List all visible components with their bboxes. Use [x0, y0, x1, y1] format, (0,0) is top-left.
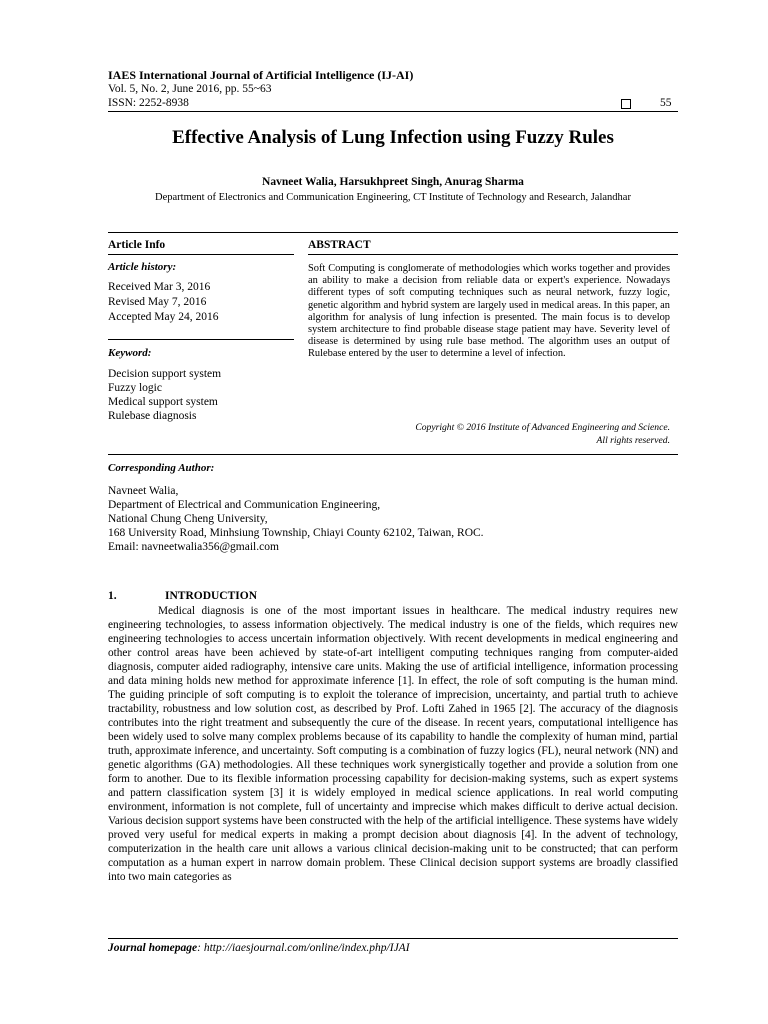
header-divider: [108, 111, 678, 112]
info-top-divider: [108, 232, 678, 233]
keyword-item: Decision support system: [108, 368, 222, 380]
revised-date: Revised May 7, 2016: [108, 296, 207, 308]
journal-volume: Vol. 5, No. 2, June 2016, pp. 55~63: [108, 83, 272, 95]
introduction-heading: [108, 590, 257, 603]
corresponding-department: Department of Electrical and Communication Engineering,: [108, 499, 381, 511]
abstract-divider: [308, 254, 678, 255]
received-date: Received Mar 3, 2016: [108, 281, 211, 293]
author-affiliation: Department of Electronics and Communication Engineering, CT Institute of Technology and Research, Jalandhar: [155, 192, 631, 203]
journal-issn: ISSN: 2252-8938: [108, 97, 189, 109]
paper-title: Effective Analysis of Lung Infection using Fuzzy Rules: [172, 127, 614, 148]
keyword-item: Fuzzy logic: [108, 382, 162, 394]
section-number: 1.: [108, 590, 117, 602]
paper-authors: Navneet Walia, Harsukhpreet Singh, Anurag Sharma: [262, 176, 524, 188]
page-number: 55: [660, 97, 672, 109]
keyword-item: Rulebase diagnosis: [108, 410, 197, 422]
abstract-heading: ABSTRACT: [308, 239, 371, 251]
corresponding-address: 168 University Road, Minhsiung Township, Chiayi County 62102, Taiwan, ROC.: [108, 527, 484, 539]
copyright-rights: All rights reserved.: [596, 435, 670, 446]
section-title: INTRODUCTION: [165, 590, 258, 602]
square-bullet-icon: [621, 99, 631, 109]
journal-name: IAES International Journal of Artificial Intelligence (IJ-AI): [108, 68, 414, 82]
keyword-label: Keyword:: [108, 347, 152, 359]
keyword-divider: [108, 339, 294, 340]
accepted-date: Accepted May 24, 2016: [108, 311, 219, 323]
corresponding-name: Navneet Walia,: [108, 485, 179, 497]
journal-homepage-label: Journal homepage: [108, 942, 198, 954]
footer-divider: [108, 938, 678, 939]
corresponding-email: Email: navneetwalia356@gmail.com: [108, 541, 279, 553]
corresponding-author-label: Corresponding Author:: [108, 462, 215, 474]
journal-homepage-link[interactable]: : http://iaesjournal.com/online/index.php/IJAI: [197, 942, 410, 954]
corresponding-university: National Chung Cheng University,: [108, 513, 268, 525]
info-bottom-divider: [108, 454, 678, 455]
journal-homepage: [108, 942, 410, 955]
article-history-label: Article history:: [108, 261, 177, 273]
abstract-text: Soft Computing is conglomerate of methodologies which works together and provides an ability to make a decision from reliable data or expert's experience. Nowadays different types of soft computing techniques such as neural network, fuzzy logic, genetic algorithm and hybrid system are largely used in medical areas. In this paper, an algorithm for analysis of lung infection is presented. The main focus is to develop system architecture to find probable disease stage patient may have. Severity level of disease is determined by using rule base method. The algorithm uses an output of Rulebase entered by the user to determine a level of infection.: [308, 263, 670, 360]
article-info-heading: Article Info: [108, 239, 166, 251]
article-info-divider: [108, 254, 294, 255]
keyword-item: Medical support system: [108, 396, 218, 408]
copyright-line: Copyright © 2016 Institute of Advanced Engineering and Science.: [415, 422, 670, 433]
introduction-text: Medical diagnosis is one of the most important issues in healthcare. The medical industry requires new engineering technologies, to assess information objectively. The medical industry is one of the fields, which requires new engineering technologies to access uncertain information objectively. With recent developments in medical engineering and other control areas have been achieved by state-of-art intelligent computing techniques ranging from computer-aided diagnosis, computer aided radiography, intensive care units. Making the use of artificial intelligence, information processing and data mining holds new method for approximate inference [1]. In effect, the role of soft computing is the human mind. The guiding principle of soft computing is to exploit the tolerance of imprecision, uncertainty, and partial truth to achieve tractability, robustness and low solution cost, as described by Prof. Lofti Zahed in 1965 [2]. The accuracy of the diagnosis contributes into the right treatment and subsequently the cure of the disease. In recent years, computational intelligence has been widely used to solve many complex problems because of its capability to handle the complexity of human mind, partial truth, approximate inference, and uncertainty. Soft computing is a combination of fuzzy logics (FL), neural network (NN) and genetic algorithms (GA) methodologies. All these techniques work synergistically together and provide a solution from one form to another. Due to its flexible information processing capability for decision-making systems, such as expert systems and pattern classification system [3] it is widely employed in medical science applications. In real world computing environment, information is not complete, full of uncertainty and imprecise which makes difficult to derive actual decision. Various decision support systems have been constructed with the help of the artificial intelligence. These systems have widely proved very useful for medical experts in making a prompt decision about diagnosis [4]. In the advent of technology, computerization in the health care unit allows a various clinical decision-making unit to be constructed; that can perform computation as a human expert in narrow domain problem. These Clinical decision support systems are broadly classified into two main categories as: [108, 605, 678, 883]
